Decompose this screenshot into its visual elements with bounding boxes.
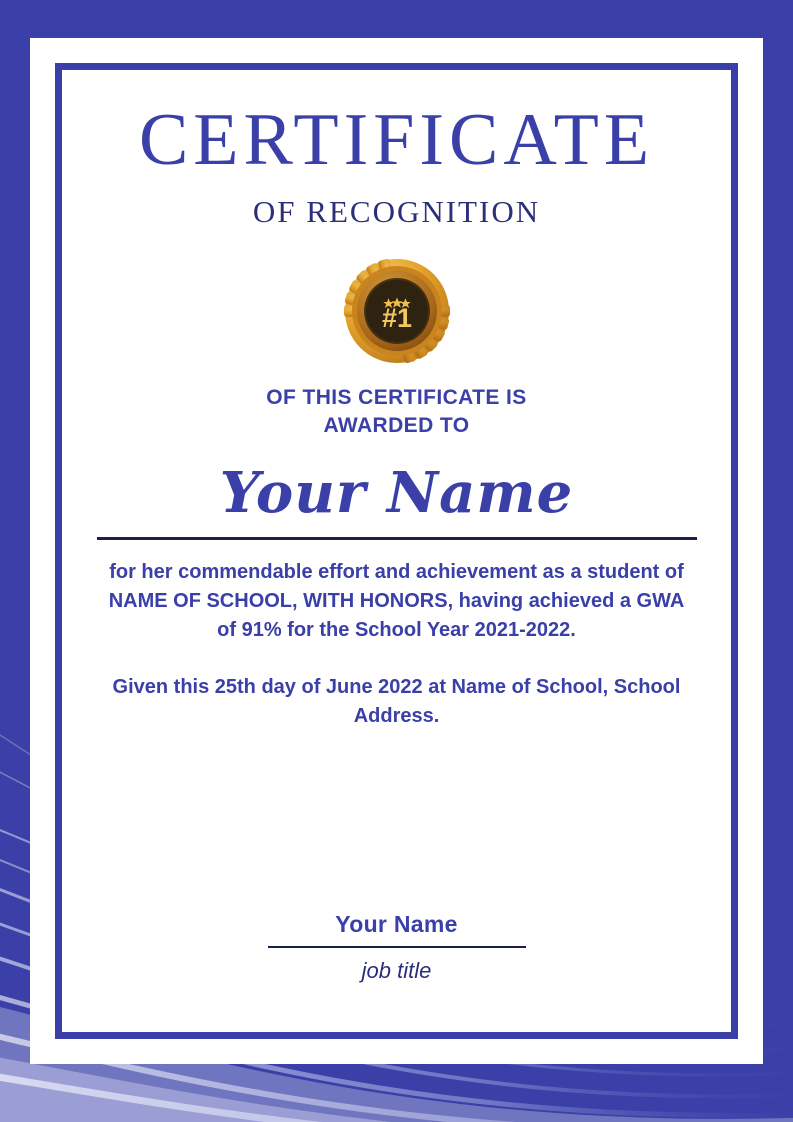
awarded-line-2: AWARDED TO (323, 414, 470, 438)
awarded-line-1: OF THIS CERTIFICATE IS (266, 385, 527, 409)
signature-name: Your Name (335, 911, 458, 937)
recipient-name: Your Name (219, 460, 574, 527)
signature-block (62, 911, 731, 984)
certificate-content (62, 70, 731, 1032)
body-paragraph-2: Given this 25th day of June 2022 at Name of School, School Address. (112, 676, 681, 728)
seal-label: #1 (381, 302, 412, 333)
signature-job-title: job title (361, 958, 432, 983)
award-seal-svg (338, 252, 456, 370)
certificate-subtitle: OF RECOGNITION (252, 193, 541, 229)
body-paragraph-1: for her commendable effort and achievement as a student of NAME OF SCHOOL, WITH HONORS, having achieved a GWA of 91% for the School Year 2021-2022. (108, 561, 685, 642)
award-seal-icon (92, 252, 701, 370)
awarded-to-text (92, 384, 701, 441)
page-title: CERTIFICATE (138, 99, 655, 181)
name-divider-line (97, 537, 697, 540)
signature-line (268, 946, 526, 948)
